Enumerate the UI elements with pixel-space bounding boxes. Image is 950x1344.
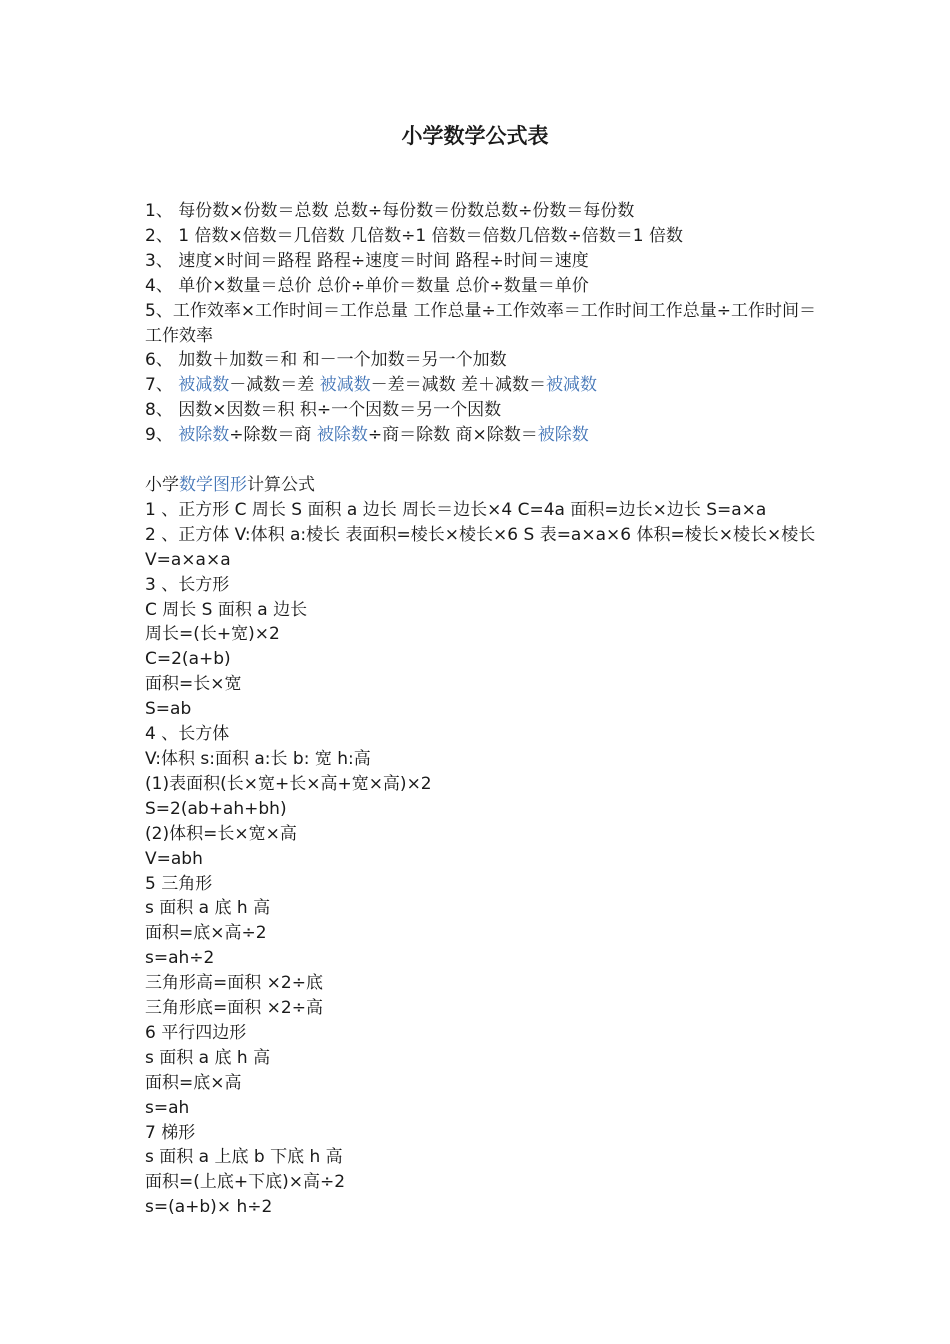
formula-line: s=ah÷2 [145,948,215,969]
formula-line: s=ah [145,1097,190,1118]
text-segment: 4、 单价×数量＝总价 总价÷单价＝数量 总价÷数量＝单价 [145,275,589,296]
text-segment: 2、 1 倍数×倍数＝几倍数 几倍数÷1 倍数＝倍数几倍数÷倍数＝1 倍数 [145,225,684,246]
formula-item [145,274,817,299]
formula-line: 2 、正方体 V:体积 a:棱长 表面积=棱长×棱长×6 S 表=a×a×6 体积=棱长×棱长×棱长 V=a×a×a [145,524,816,570]
formula-line: s 面积 a 底 h 高 [145,1047,271,1068]
formula-line: 1 、正方形 C 周长 S 面积 a 边长 周长＝边长×4 C=4a 面积=边长×边长 S=a×a [145,499,767,520]
highlighted-term: 被减数 [546,375,598,396]
formula-line: 面积=底×高÷2 [145,923,267,944]
formula-line: V:体积 s:面积 a:长 b: 宽 h:高 [145,748,371,769]
formula-line: 三角形底=面积 ×2÷高 [145,998,323,1019]
formula-line: V=abh [145,848,203,869]
section-heading [145,473,817,498]
highlighted-term: 被除数 [316,425,368,446]
formula-item [145,423,817,448]
formula-line: 4 、长方体 [145,724,230,745]
highlighted-term: 被减数 [319,375,371,396]
formula-item [145,224,817,249]
highlighted-term: 被减数 [178,375,230,396]
formula-line: 5 三角形 [145,873,213,894]
text-segment: 计算公式 [247,475,315,495]
formula-line: 周长=(长+宽)×2 [145,624,280,645]
formula-line: 6 平行四边形 [145,1022,247,1043]
formula-line: S=ab [145,699,192,720]
highlighted-term: 被除数 [537,425,589,446]
text-segment: －减数＝差 [229,375,320,396]
text-segment: 6、 加数＋加数＝和 和－一个加数＝另一个加数 [145,350,507,371]
highlighted-term: 数学图形 [179,475,247,495]
text-segment: 1、 每份数×份数＝总数 总数÷每份数＝份数总数÷份数＝每份数 [145,201,635,221]
formula-line: S=2(ab+ah+bh) [145,798,287,819]
formula-line: 3 、长方形 [145,574,230,595]
text-segment: 7、 [145,375,179,396]
formula-item [145,299,817,349]
formula-line: s 面积 a 底 h 高 [145,898,271,919]
formula-item [145,199,817,224]
formula-line: 7 梯形 [145,1122,196,1143]
formula-item [145,348,817,373]
text-segment: 5、工作效率×工作时间＝工作总量 工作总量÷工作效率＝工作时间工作总量÷工作时间＝工作效率 [145,300,816,346]
text-segment: 8、 因数×因数＝积 积÷一个因数＝另一个因数 [145,400,502,421]
formula-line: C=2(a+b) [145,649,231,670]
formula-line: s=(a+b)× h÷2 [145,1197,273,1218]
formula-item [145,373,817,398]
text-segment: 3、 速度×时间＝路程 路程÷速度＝时间 路程÷时间＝速度 [145,250,589,271]
text-segment: 9、 [145,425,179,446]
formula-line: s 面积 a 上底 b 下底 h 高 [145,1147,343,1168]
highlighted-term: 被除数 [178,425,230,446]
text-segment: －差＝减数 差＋减数＝ [370,375,547,396]
formula-item [145,398,817,423]
formula-list-basic [145,199,817,448]
page-title: 小学数学公式表 [401,124,549,148]
formula-line: 三角形高=面积 ×2÷底 [145,973,323,994]
formula-line: (2)体积=长×宽×高 [145,823,297,844]
formula-line: (1)表面积(长×宽+长×高+宽×高)×2 [145,773,432,794]
geometry-formula-section [145,473,817,1220]
formula-line: C 周长 S 面积 a 边长 [145,599,308,620]
text-segment: ÷除数＝商 [229,425,317,446]
formula-line: 面积=(上底+下底)×高÷2 [145,1172,346,1193]
text-segment: ÷商＝除数 商×除数＝ [367,425,538,446]
formula-item [145,249,817,274]
text-segment: 小学 [145,475,179,495]
formula-line: 面积=底×高 [145,1072,242,1093]
formula-line: 面积=长×宽 [145,674,242,695]
